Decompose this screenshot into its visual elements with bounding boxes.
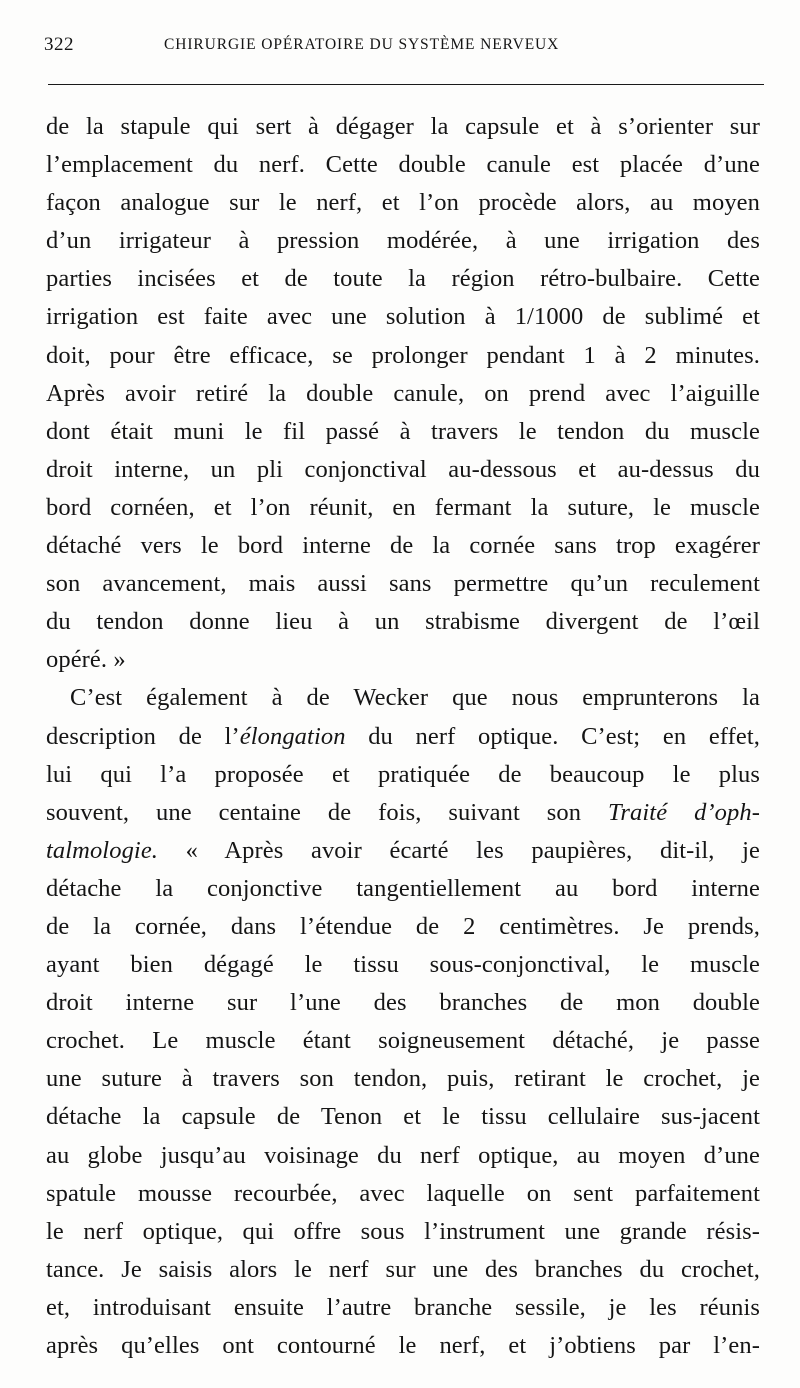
body-text xyxy=(46,108,760,1365)
text-segment: « Après avoir écarté les paupières, dit-il, je xyxy=(158,836,760,864)
text-line: crochet. Le muscle étant soigneusement détaché, je passe xyxy=(46,1027,760,1055)
text-line: le nerf optique, qui offre sous l’instrument une grande résis- xyxy=(46,1217,760,1245)
paragraph-first-line: C’est également à de Wecker que nous emprunterons la xyxy=(70,684,760,712)
text-line: parties incisées et de toute la région rétro-bulbaire. Cette xyxy=(46,265,760,293)
italic-title: Traité d’oph- xyxy=(608,798,760,826)
text-line: droit interne, un pli conjonctival au-dessous et au-dessus du xyxy=(46,455,760,483)
text-line: spatule mousse recourbée, avec laquelle on sent parfaitement xyxy=(46,1179,760,1207)
text-line: détache la capsule de Tenon et le tissu cellulaire sus-jacent xyxy=(46,1103,760,1131)
text-segment: description de l’ xyxy=(46,722,240,750)
text-line: d’un irrigateur à pression modérée, à une irrigation des xyxy=(46,227,760,255)
text-line: du tendon donne lieu à un strabisme divergent de l’œil xyxy=(46,608,760,636)
text-line: détache la conjonctive tangentiellement au bord interne xyxy=(46,874,760,902)
text-line: droit interne sur l’une des branches de mon double xyxy=(46,989,760,1017)
text-segment: souvent, une centaine de fois, suivant son xyxy=(46,798,609,826)
text-line: dont était muni le fil passé à travers le tendon du muscle xyxy=(46,417,760,445)
text-line: doit, pour être efficace, se prolonger pendant 1 à 2 minutes. xyxy=(46,341,760,369)
text-line: de la stapule qui sert à dégager la capsule et à s’orienter sur xyxy=(46,113,760,140)
text-line xyxy=(46,718,760,756)
text-segment: du nerf optique. C’est; en effet, xyxy=(345,722,760,750)
page-number: 322 xyxy=(44,34,74,55)
running-title: CHIRURGIE OPÉRATOIRE DU SYSTÈME NERVEUX xyxy=(164,36,560,53)
italic-term: élongation xyxy=(239,722,346,750)
text-line xyxy=(46,832,760,870)
header-rule xyxy=(48,84,764,85)
text-line: bord cornéen, et l’on réunit, en fermant la suture, le muscle xyxy=(46,493,760,521)
italic-title: talmologie. xyxy=(46,836,159,864)
page-header xyxy=(44,34,764,64)
text-line: une suture à travers son tendon, puis, retirant le crochet, je xyxy=(46,1065,760,1093)
text-line: l’emplacement du nerf. Cette double canule est placée d’une xyxy=(46,151,760,179)
text-line: de la cornée, dans l’étendue de 2 centimètres. Je prends, xyxy=(46,912,760,940)
text-line xyxy=(46,794,760,832)
text-line: détaché vers le bord interne de la cornée sans trop exagérer xyxy=(46,532,760,560)
text-line: et, introduisant ensuite l’autre branche sessile, je les réunis xyxy=(46,1293,760,1321)
text-line: lui qui l’a proposée et pratiquée de beaucoup le plus xyxy=(46,760,760,788)
text-line: opéré. » xyxy=(46,646,126,674)
text-line: au globe jusqu’au voisinage du nerf optique, au moyen d’une xyxy=(46,1141,760,1169)
text-line: tance. Je saisis alors le nerf sur une des branches du crochet, xyxy=(46,1255,760,1283)
text-line: irrigation est faite avec une solution à 1/1000 de sublimé et xyxy=(46,303,760,331)
text-line: façon analogue sur le nerf, et l’on procède alors, au moyen xyxy=(46,189,760,217)
text-line: Après avoir retiré la double canule, on prend avec l’aiguille xyxy=(46,379,760,407)
text-line: après qu’elles ont contourné le nerf, et j’obtiens par l’en- xyxy=(46,1332,760,1359)
text-line: ayant bien dégagé le tissu sous-conjonctival, le muscle xyxy=(46,951,760,979)
text-line: son avancement, mais aussi sans permettre qu’un reculement xyxy=(46,570,760,598)
